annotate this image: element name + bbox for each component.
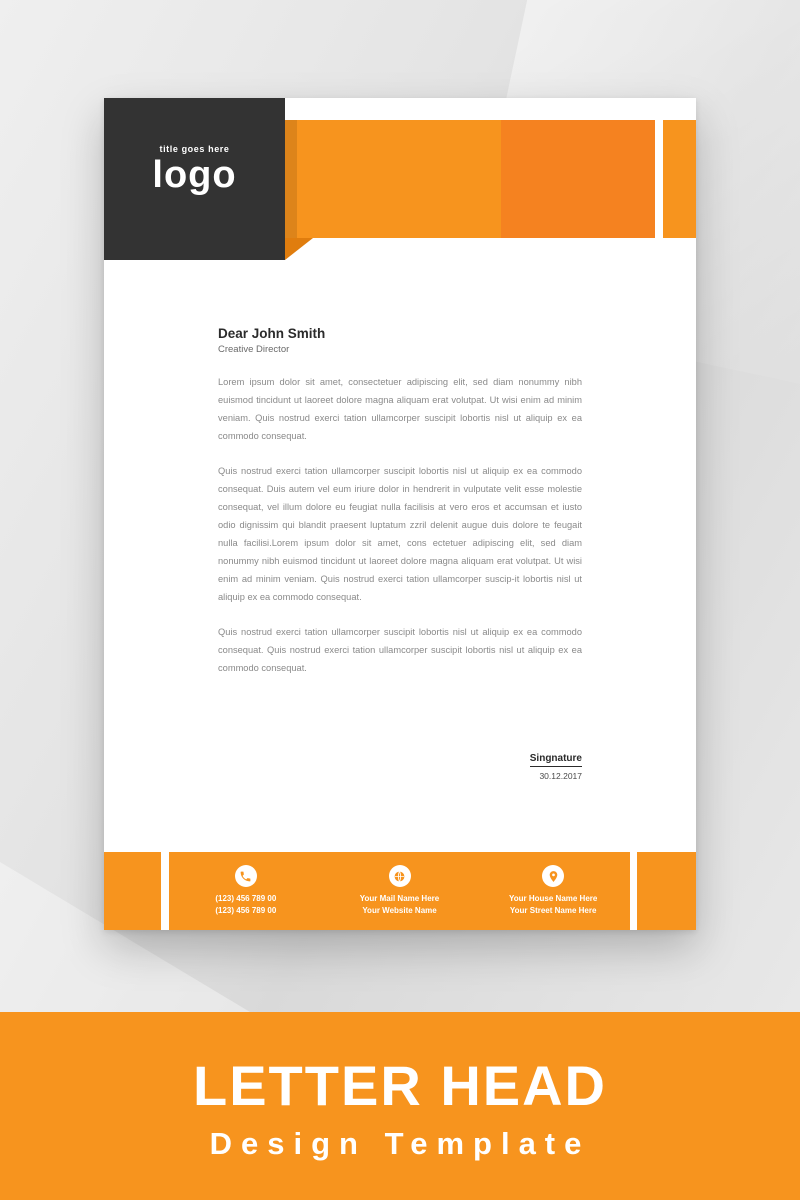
body-paragraph-2: Quis nostrud exerci tation ullamcorper suscipit lobortis nisl ut aliquip ex ea commodo consequat. Duis autem vel eum iriure dolor in hendrerit in vulputate velit esse molestie consequat, vel illum dolore eu feugiat nulla facilisis at vero eros et accumsan et iusto odio dignissim qui blandit praesent luptatum zzril delenit augue duis dolore te feugait nulla facilisi.Lorem ipsum dolor sit amet, cons ectetuer adipiscing elit, sed diam nonummy nibh euismod tincidunt ut laoreet dolore magna aliquam erat volutpat. Ut wisi enim ad minim veniam. Quis nostrud exerci tation ullamcorper suscip-it lobortis nisl ut aliquip ex ea commodo consequat. (218, 465, 582, 603)
header-orange-bar-mid (501, 120, 655, 238)
body-paragraph-3: Quis nostrud exerci tation ullamcorper suscipit lobortis nisl ut aliquip ex ea commodo consequat. Quis nostrud exerci tation ullamcorper suscipit lobortis nisl ut aliquip ex ea commodo consequat. (218, 626, 582, 673)
body-paragraph-1: Lorem ipsum dolor sit amet, consectetuer adipiscing elit, sed diam nonummy nibh euismod tincidunt ut laoreet dolore magna aliquam erat volutpat. Ut wisi enim ad minim veniam. Quis nostrud exerci tation ullamcorper suscipit lobortis nisl ut aliquip ex ea commodo consequat. (218, 377, 582, 442)
footer-phone-line-2: (123) 456 789 00 (215, 906, 277, 915)
logo-block (104, 98, 285, 260)
salutation: Dear John Smith (218, 326, 326, 341)
footer-contact-web (323, 865, 477, 917)
location-pin-icon (542, 865, 564, 887)
signature-block (218, 748, 582, 781)
signature-date: 30.12.2017 (539, 771, 582, 781)
caption-band (0, 1012, 800, 1200)
globe-icon (389, 865, 411, 887)
letter-body (218, 326, 582, 677)
footer-block-right (637, 852, 696, 930)
logo-tagline: title goes here (159, 144, 230, 154)
caption-title: LETTER HEAD (193, 1054, 607, 1117)
header-orange-bar-right (663, 120, 696, 238)
header-orange-bar-left (285, 120, 501, 238)
footer-contact-address (476, 865, 630, 917)
footer-address-line-1: Your House Name Here (509, 894, 598, 903)
letterhead-header (104, 98, 696, 260)
footer-phone-line-1: (123) 456 789 00 (215, 894, 277, 903)
header-orange-fold (285, 238, 313, 260)
signature-name: Singnature (530, 753, 582, 767)
phone-icon (235, 865, 257, 887)
footer-address-line-2: Your Street Name Here (509, 906, 597, 915)
footer-block-left (104, 852, 161, 930)
footer-contact-phone (169, 865, 323, 917)
caption-subtitle: Design Template (209, 1126, 591, 1161)
header-bar-shadow (285, 120, 297, 238)
letterhead-sheet (104, 98, 696, 930)
letterhead-footer (104, 852, 696, 930)
footer-web-line-1: Your Mail Name Here (359, 894, 440, 903)
footer-web-line-2: Your Website Name (362, 906, 437, 915)
recipient-role: Creative Director (218, 344, 290, 355)
logo-wordmark: logo (152, 154, 237, 196)
